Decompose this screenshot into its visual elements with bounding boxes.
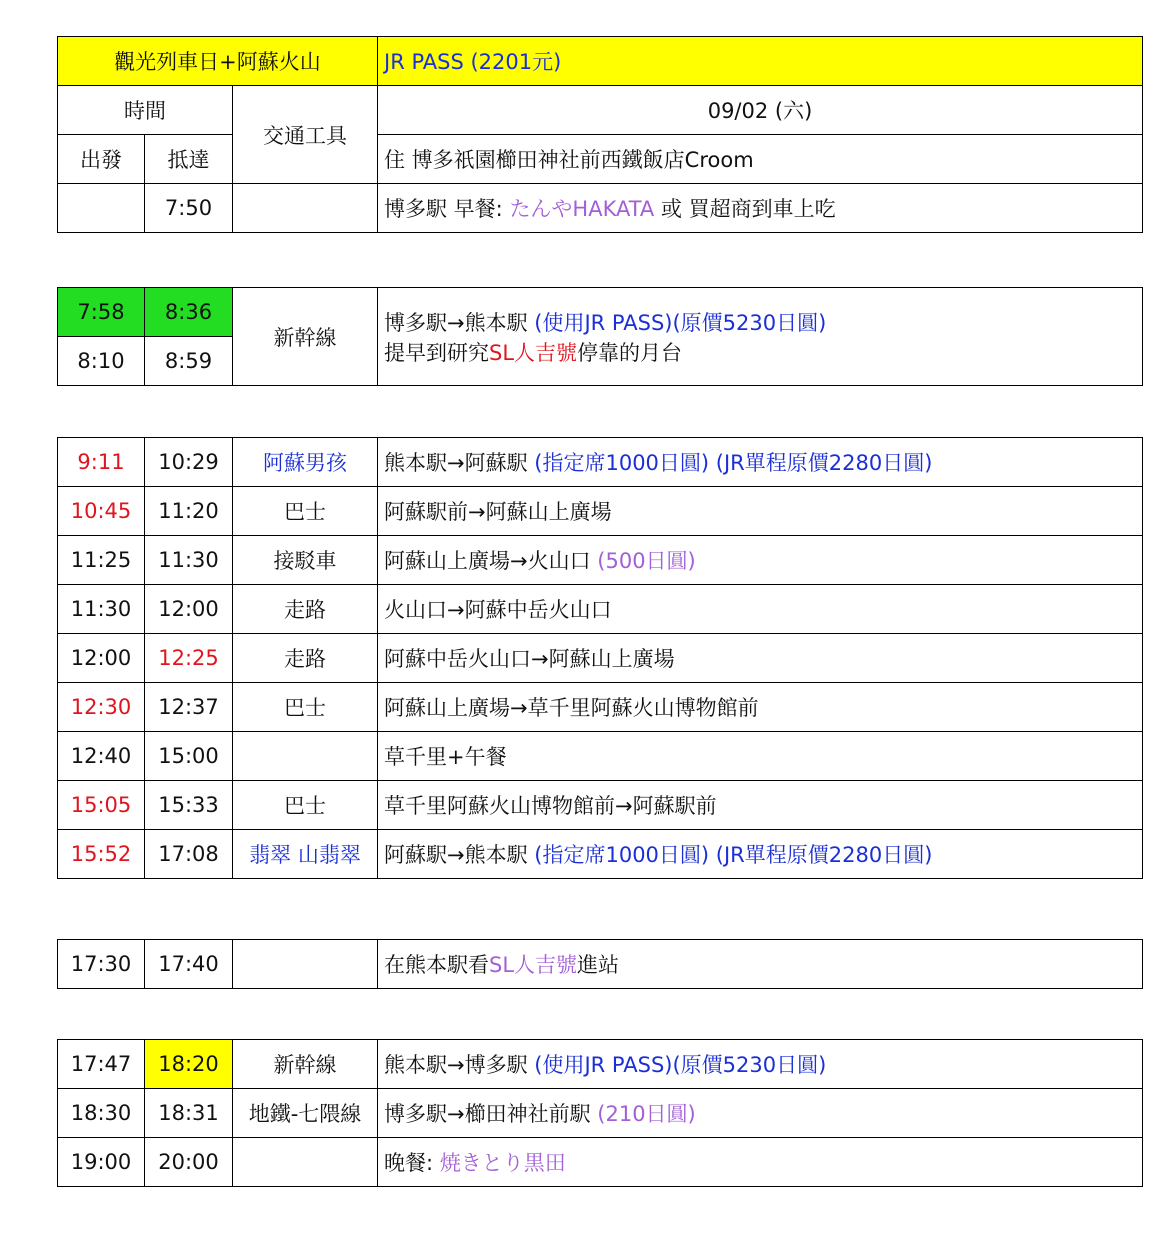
arrive-time: 11:30 <box>145 536 233 585</box>
breakfast-arrive: 7:50 <box>145 184 233 233</box>
transport-cell: 接駁車 <box>233 536 378 585</box>
desc-line-2 <box>384 338 1136 368</box>
transport-cell: 阿蘇男孩 <box>233 438 378 487</box>
transport-cell <box>233 732 378 781</box>
title-row <box>58 37 1143 86</box>
route-note: (210日圓) <box>597 1102 696 1126</box>
desc-cell: 草千里+午餐 <box>378 732 1143 781</box>
desc-cell: 阿蘇山上廣場→草千里阿蘇火山博物館前 <box>378 683 1143 732</box>
arrive-time: 17:08 <box>145 830 233 879</box>
depart-time: 18:30 <box>58 1089 145 1138</box>
table-row <box>58 830 1143 879</box>
arrive-time: 18:31 <box>145 1089 233 1138</box>
depart-time: 8:10 <box>58 337 145 386</box>
depart-time: 15:52 <box>58 830 145 879</box>
depart-time: 17:47 <box>58 1040 145 1089</box>
depart-time: 12:30 <box>58 683 145 732</box>
date-header: 09/02 (六) <box>378 86 1143 135</box>
transport-cell: 走路 <box>233 634 378 683</box>
desc-cell: 火山口→阿蘇中岳火山口 <box>378 585 1143 634</box>
transport-cell: 巴士 <box>233 683 378 732</box>
transport-cell <box>233 940 378 989</box>
desc-cell <box>378 536 1143 585</box>
arrive-time: 20:00 <box>145 1138 233 1187</box>
desc-cell <box>378 1089 1143 1138</box>
transport-cell: 地鐵-七隈線 <box>233 1089 378 1138</box>
breakfast-row <box>58 184 1143 233</box>
route-note: (指定席1000日圓) (JR單程原價2280日圓) <box>534 451 933 475</box>
sl-watch-table <box>57 939 1143 989</box>
arrive-time: 12:37 <box>145 683 233 732</box>
route-note: (指定席1000日圓) (JR單程原價2280日圓) <box>534 843 933 867</box>
route-text: 博多駅→熊本駅 <box>384 311 535 335</box>
route-text: 阿蘇山上廣場→火山口 <box>384 549 598 573</box>
table-row <box>58 732 1143 781</box>
depart-time: 15:05 <box>58 781 145 830</box>
transport-header: 交通工具 <box>233 86 378 184</box>
subheader-row <box>58 135 1143 184</box>
desc-cell: 阿蘇中岳火山口→阿蘇山上廣場 <box>378 634 1143 683</box>
breakfast-place: たんやHAKATA <box>509 197 655 221</box>
arrive-time: 17:40 <box>145 940 233 989</box>
desc-cell <box>378 940 1143 989</box>
arrive-time: 15:33 <box>145 781 233 830</box>
table-row <box>58 683 1143 732</box>
note-prefix: 提早到研究 <box>384 341 489 365</box>
depart-time: 19:00 <box>58 1138 145 1187</box>
desc-cell <box>378 1040 1143 1089</box>
breakfast-prefix: 博多駅 早餐: <box>384 197 510 221</box>
arrive-time: 15:00 <box>145 732 233 781</box>
table-row <box>58 438 1143 487</box>
route-text: 熊本駅→阿蘇駅 <box>384 451 535 475</box>
route-text: 熊本駅→博多駅 <box>384 1053 535 1077</box>
hotel-cell: 住 博多祇園櫛田神社前西鐵飯店Croom <box>378 135 1143 184</box>
breakfast-transport <box>233 184 378 233</box>
return-table <box>57 1039 1143 1187</box>
header-row <box>58 86 1143 135</box>
route-note: (500日圓) <box>597 549 696 573</box>
desc-cell <box>378 1138 1143 1187</box>
transport-cell: 走路 <box>233 585 378 634</box>
dinner-label: 晚餐: <box>384 1151 440 1175</box>
desc-cell: 草千里阿蘇火山博物館前→阿蘇駅前 <box>378 781 1143 830</box>
shinkansen-out-table <box>57 287 1143 386</box>
depart-time: 10:45 <box>58 487 145 536</box>
depart-time: 12:00 <box>58 634 145 683</box>
sl-highlight: SL人吉號 <box>489 341 578 365</box>
time-header: 時間 <box>58 86 233 135</box>
table-row <box>58 288 1143 337</box>
route-text: 博多駅→櫛田神社前駅 <box>384 1102 598 1126</box>
transport-cell: 新幹線 <box>233 288 378 386</box>
breakfast-depart <box>58 184 145 233</box>
table-row <box>58 940 1143 989</box>
depart-time: 9:11 <box>58 438 145 487</box>
arrive-time: 8:59 <box>145 337 233 386</box>
arrive-time: 12:25 <box>145 634 233 683</box>
trip-title: 觀光列車日+阿蘇火山 <box>58 37 378 86</box>
jr-pass-label: JR PASS (2201元) <box>378 37 1143 86</box>
table-row <box>58 781 1143 830</box>
arrive-header: 抵達 <box>145 135 233 184</box>
route-text: 阿蘇駅→熊本駅 <box>384 843 535 867</box>
depart-header: 出發 <box>58 135 145 184</box>
table-row <box>58 585 1143 634</box>
shinkansen-desc <box>378 288 1143 386</box>
breakfast-suffix: 或 買超商到車上吃 <box>654 197 836 221</box>
table-row <box>58 1040 1143 1089</box>
sl-suffix: 進站 <box>577 953 620 977</box>
breakfast-cell <box>378 184 1143 233</box>
transport-cell: 翡翠 山翡翠 <box>233 830 378 879</box>
desc-cell <box>378 438 1143 487</box>
arrive-time: 18:20 <box>145 1040 233 1089</box>
arrive-time: 11:20 <box>145 487 233 536</box>
overview-table <box>57 36 1143 233</box>
table-row <box>58 536 1143 585</box>
depart-time: 11:25 <box>58 536 145 585</box>
table-row <box>58 1089 1143 1138</box>
table-row <box>58 487 1143 536</box>
route-note: (使用JR PASS)(原價5230日圓) <box>534 1053 827 1077</box>
transport-cell: 新幹線 <box>233 1040 378 1089</box>
dinner-place: 焼きとり黒田 <box>439 1151 566 1175</box>
depart-time: 7:58 <box>58 288 145 337</box>
depart-time: 17:30 <box>58 940 145 989</box>
depart-time: 11:30 <box>58 585 145 634</box>
transport-cell <box>233 1138 378 1187</box>
arrive-time: 8:36 <box>145 288 233 337</box>
arrive-time: 10:29 <box>145 438 233 487</box>
depart-time: 12:40 <box>58 732 145 781</box>
route-note: (使用JR PASS)(原價5230日圓) <box>534 311 827 335</box>
sl-prefix: 在熊本駅看 <box>384 953 489 977</box>
arrive-time: 12:00 <box>145 585 233 634</box>
table-row <box>58 1138 1143 1187</box>
sl-highlight: SL人吉號 <box>489 953 578 977</box>
desc-cell: 阿蘇駅前→阿蘇山上廣場 <box>378 487 1143 536</box>
desc-cell <box>378 830 1143 879</box>
note-suffix: 停靠的月台 <box>577 341 683 365</box>
transport-cell: 巴士 <box>233 781 378 830</box>
desc-line-1 <box>384 308 1136 338</box>
aso-itinerary-table <box>57 437 1143 879</box>
transport-cell: 巴士 <box>233 487 378 536</box>
table-row <box>58 634 1143 683</box>
